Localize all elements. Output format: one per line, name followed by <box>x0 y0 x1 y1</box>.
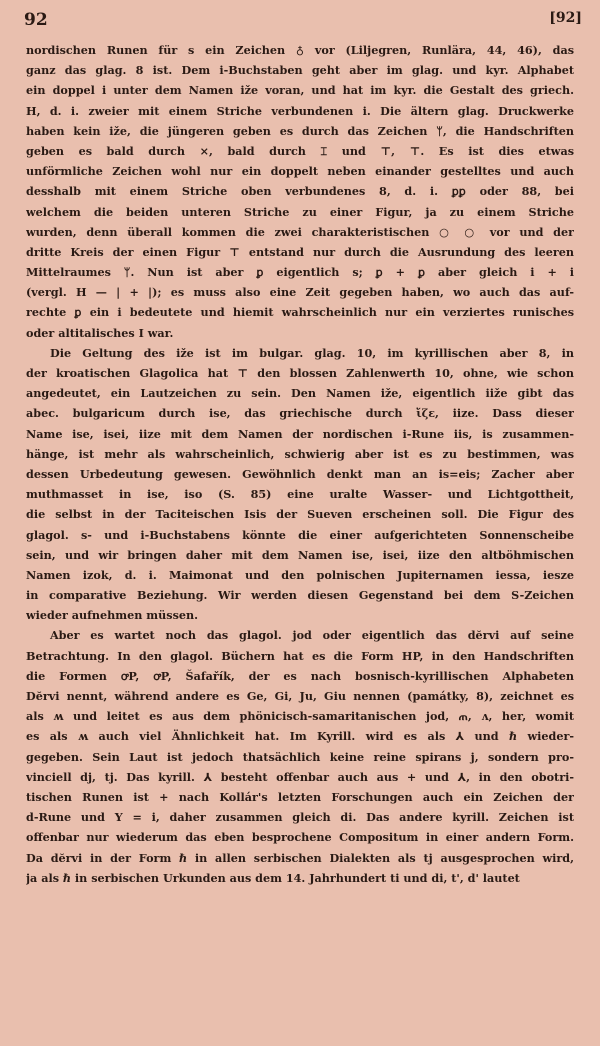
text-line: Name ise, isei, iize mit dem Namen der nordischen i-Rune iis, is zusammen- <box>26 426 574 441</box>
text-line: (vergl. H — | + |); es muss also eine Zeit gegeben haben, wo auch das auf- <box>26 285 574 300</box>
text-line: es als ʍ auch viel Ähnlichkeit hat. Im Kyrill. wird es als ⅄ und ℏ wieder- <box>26 729 574 744</box>
running-header <box>24 10 582 32</box>
text-line: Betrachtung. In den glagol. Büchern hat es die Form HP, in den Handschriften <box>26 648 574 663</box>
text-line: die selbst in der Taciteischen Isis der Sueven erscheinen soll. Die Figur des <box>26 507 574 522</box>
text-line: Dĕrvi nennt, während andere es Ge, Gi, Ju, Giu nennen (památky, 8), zeichnet es <box>26 689 574 703</box>
text-line: hänge, ist mehr als wahrscheinlich, schwierig aber ist es zu bestimmen, was <box>26 446 574 461</box>
text-line: H, d. i. zweier mit einem Striche verbundenen i. Die ältern glag. Druckwerke <box>26 103 574 118</box>
text-line: oder altitalisches I war. <box>26 325 174 340</box>
text-line: glagol. s- und i-Buchstabens könnte die einer aufgerichteten Sonnenscheibe <box>26 527 574 542</box>
text-line: Die Geltung des iže ist im bulgar. glag. 10, im kyrillischen aber 8, in <box>50 345 574 360</box>
text-line: ein doppel i unter dem Namen iže voran, und hat im kyr. die Gestalt des griech. <box>26 83 574 98</box>
text-line: Namen izok, d. i. Maimonat und den polnischen Jupiternamen iessa, iesze <box>26 567 574 582</box>
page-number: 92 <box>24 10 48 30</box>
text-line: abec. bulgaricum durch ise, das griechische durch ἴζε, iize. Dass dieser <box>26 406 574 421</box>
text-line: sein, und wir bringen daher mit dem Namen ise, isei, iize den altböhmischen <box>26 547 574 562</box>
text-line: die Formen ꝍP, ꝍP, Šafařík, der es nach bosnisch-kyrillischen Alphabeten <box>26 668 574 683</box>
text-line: welchem die beiden unteren Striche zu einer Figur, ja zu einem Striche <box>26 204 574 219</box>
text-line: geben es bald durch ⨯, bald durch ⌶ und ⊤, ⊤. Es ist dies etwas <box>26 143 574 158</box>
body-text <box>26 40 574 888</box>
text-line: desshalb mit einem Striche oben verbundenes 8, d. i. ꝑꝑ oder 88, bei <box>26 184 574 199</box>
paragraph <box>26 625 574 887</box>
text-line: der kroatischen Glagolica hat ⊤ den blossen Zahlenwerth 10, ohne, wie schon <box>26 366 574 380</box>
text-line: ja als ℏ in serbischen Urkunden aus dem 14. Jahrhundert ti und di, t', d' lautet <box>26 870 520 885</box>
paragraph <box>26 40 574 343</box>
text-line: unförmliche Zeichen wohl nur ein doppelt neben einander gestelltes und auch <box>26 164 574 179</box>
text-line: ganz das glag. 8 ist. Dem i-Buchstaben geht aber im glag. und kyr. Alphabet <box>26 63 574 78</box>
text-line: dritte Kreis der einen Figur ⊤ entstand nur durch die Ausrundung des leeren <box>26 244 574 259</box>
text-line: tischen Runen ist + nach Kollár's letzten Forschungen auch ein Zeichen der <box>26 789 574 804</box>
text-line: offenbar nur wiederum das eben besprochene Compositum in einer andern Form. <box>26 830 574 845</box>
page-reference: [92] <box>549 10 582 26</box>
text-line: Mittelraumes ᛘ. Nun ist aber ꝑ eigentlich s; ꝑ + ꝑ aber gleich i + i <box>26 265 574 280</box>
text-line: wieder aufnehmen müssen. <box>26 608 199 623</box>
text-line: haben kein iže, die jüngeren geben es durch das Zeichen ᛘ, die Handschriften <box>26 123 574 138</box>
text-line: Aber es wartet noch das glagol. jod oder eigentlich das dĕrvi auf seine <box>50 628 574 643</box>
text-line: dessen Urbedeutung gewesen. Gewöhnlich denkt man an is=eis; Zacher aber <box>26 466 574 481</box>
text-line: muthmasset in ise, iso (S. 85) eine uralte Wasser- und Lichtgottheit, <box>26 487 574 502</box>
text-line: d-Rune und Y = i, daher zusammen gleich di. Das andere kyrill. Zeichen ist <box>26 810 574 825</box>
text-line: in comparative Beziehung. Wir werden diesen Gegenstand bei dem S-Zeichen <box>26 588 574 603</box>
text-line: rechte ꝑ ein i bedeutete und hiemit wahrscheinlich nur ein verziertes runisches <box>26 305 574 320</box>
text-line: vinciell dj, tj. Das kyrill. ⅄ besteht offenbar auch aus + und ⅄, in den obotri- <box>26 769 574 784</box>
text-line: Da dĕrvi in der Form ℏ in allen serbischen Dialekten als tj ausgesprochen wird, <box>26 850 574 865</box>
text-line: nordischen Runen für s ein Zeichen ♁ vor (Liljegren, Runlära, 44, 46), das <box>26 43 574 57</box>
text-line: als ʍ und leitet es aus dem phönicisch-samaritanischen jod, ጠ, ʌ, her, womit <box>26 709 574 724</box>
text-line: angedeutet, ein Lautzeichen zu sein. Den Namen iže, eigentlich iiže gibt das <box>26 386 574 401</box>
paragraph <box>26 343 574 626</box>
text-line: gegeben. Sein Laut ist jedoch thatsächlich keine reine spirans j, sondern pro- <box>26 749 574 764</box>
text-line: wurden, denn überall kommen die zwei charakteristischen ○ ○ vor und der <box>26 224 574 239</box>
